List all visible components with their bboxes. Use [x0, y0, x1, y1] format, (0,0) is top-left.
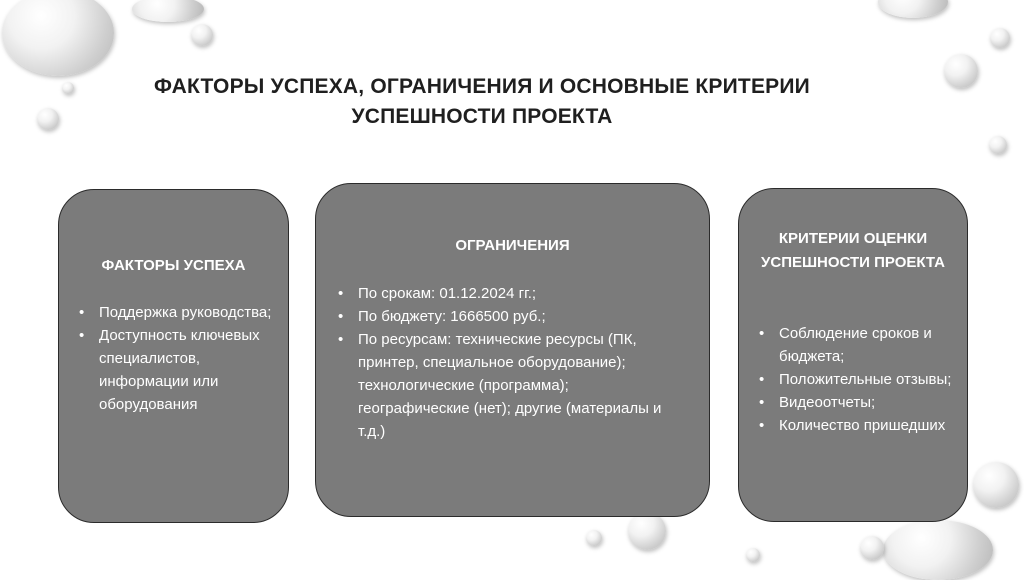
water-drop-decoration	[883, 520, 993, 580]
success-factors-card	[58, 189, 289, 523]
success-factors-list	[75, 301, 275, 416]
list-item: • По срокам: 01.12.2024 гг.;	[334, 282, 679, 305]
slide-title-line-2: УСПЕШНОСТИ ПРОЕКТА	[351, 105, 613, 128]
water-drop-decoration	[628, 512, 666, 550]
list-item: • Положительные отзывы;	[755, 368, 960, 391]
success-criteria-list	[755, 322, 960, 437]
water-drop-decoration	[37, 108, 59, 130]
success-criteria-card	[738, 188, 968, 522]
slide-title	[112, 72, 852, 132]
success-criteria-heading: КРИТЕРИИ ОЦЕНКИ УСПЕШНОСТИ ПРОЕКТА	[761, 230, 945, 271]
slide-title-line-1: ФАКТОРЫ УСПЕХА, ОГРАНИЧЕНИЯ И ОСНОВНЫЕ КРИТЕРИИ	[154, 75, 810, 98]
list-item: • По ресурсам: технические ресурсы (ПК, принтер, специальное оборудование); технологические (программа); географические (нет); другие (материалы и т.д.)	[334, 328, 679, 443]
water-drop-decoration	[860, 536, 884, 560]
water-drop-decoration	[989, 136, 1007, 154]
water-drop-decoration	[973, 462, 1019, 508]
list-item: • По бюджету: 1666500 руб.;	[334, 305, 679, 328]
list-item: • Поддержка руководства;	[75, 301, 275, 324]
water-drop-decoration	[878, 0, 948, 18]
water-drop-decoration	[586, 530, 602, 546]
list-item: • Видеоотчеты;	[755, 391, 960, 414]
water-drop-decoration	[62, 82, 74, 94]
list-item: • Количество пришедших	[755, 414, 960, 437]
water-drop-decoration	[746, 548, 760, 562]
limitations-list	[334, 282, 679, 443]
water-drop-decoration	[990, 28, 1010, 48]
water-drop-decoration	[2, 0, 114, 76]
water-drop-decoration	[191, 24, 213, 46]
water-drop-decoration	[944, 54, 978, 88]
limitations-card	[315, 183, 710, 517]
list-item: • Соблюдение сроков и бюджета;	[755, 322, 960, 368]
limitations-heading: ОГРАНИЧЕНИЯ	[455, 237, 570, 254]
success-factors-heading: ФАКТОРЫ УСПЕХА	[101, 257, 246, 274]
list-item: • Доступность ключевых специалистов, информации или оборудования	[75, 324, 275, 416]
water-drop-decoration	[132, 0, 204, 22]
